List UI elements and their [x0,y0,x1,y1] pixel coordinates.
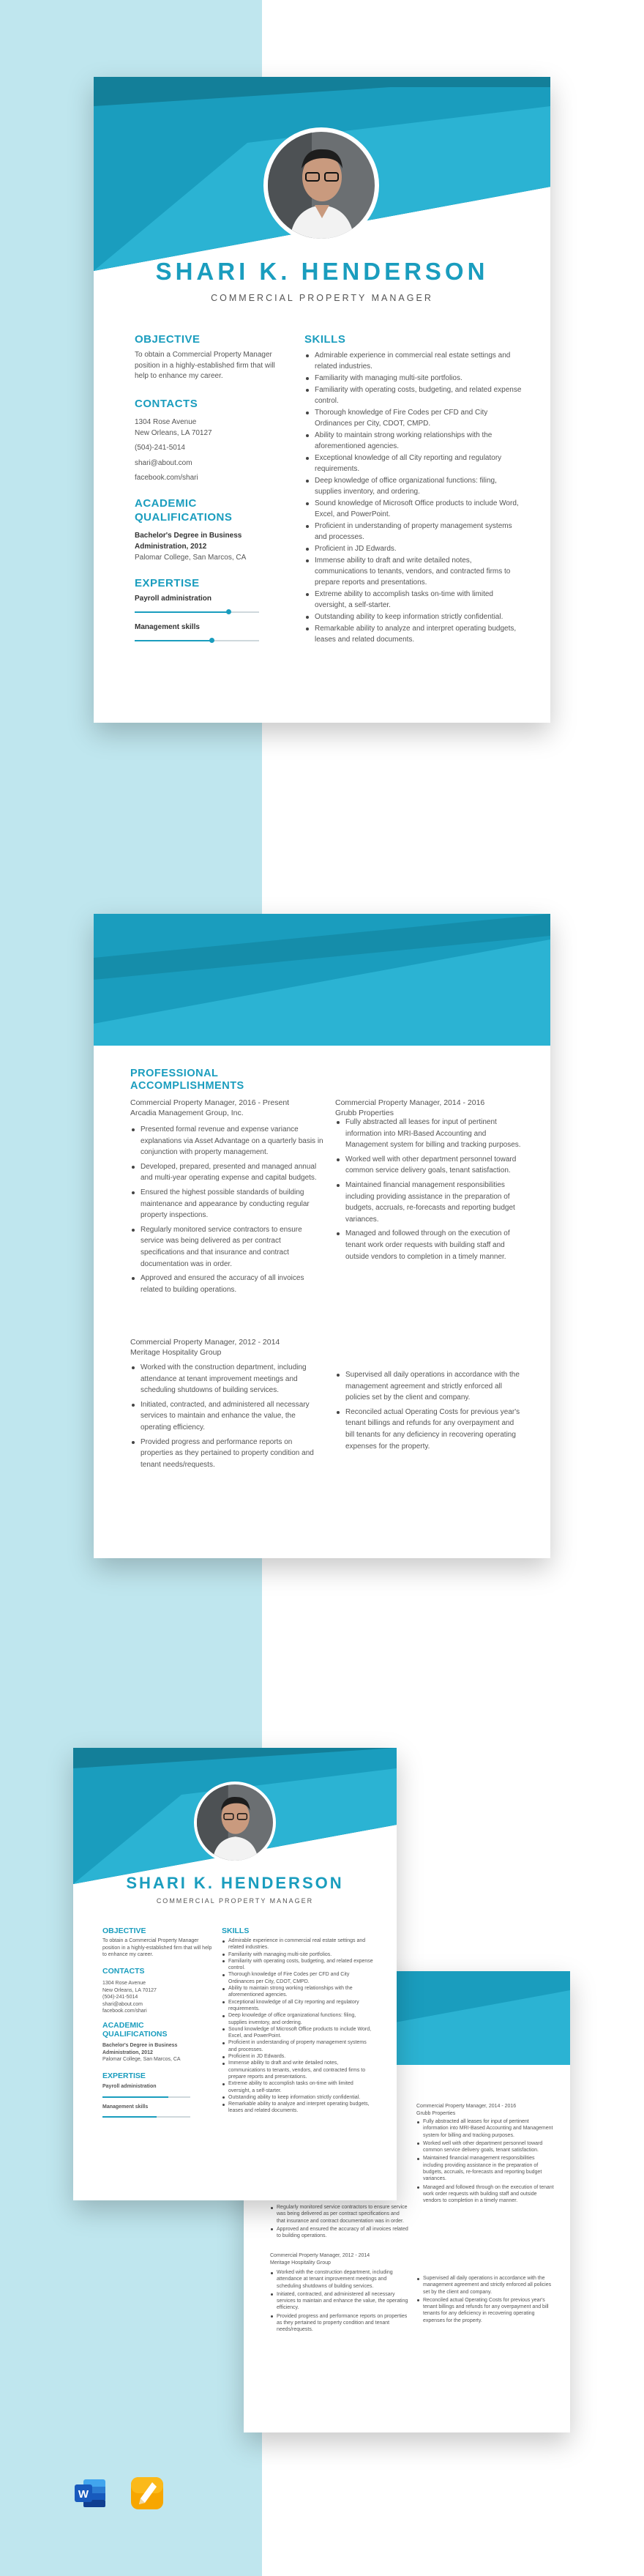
expertise-label-1: Payroll administration [135,595,212,603]
job-bullet: Approved and ensured the accuracy of all invoices related to building operations. [130,1273,324,1295]
job-3-company: Meritage Hospitality Group [130,1348,222,1357]
preview-expertise-bar-1 [102,2096,190,2098]
facebook[interactable]: facebook.com/shari [135,474,198,482]
preview-job-bullet: Supervised all daily operations in accordance with the management agreement and strictly enforced all policies set by the client and company. [416,2275,555,2296]
preview2-job-3-header: Commercial Property Manager, 2012 - 2014 Meritage Hospitality Group [270,2253,370,2266]
preview-skill-item: Proficient in JD Edwards. [222,2053,375,2060]
skill-item: Exceptional knowledge of all City reporting and regulatory requirements. [304,453,524,474]
preview-school: Palomar College, San Marcos, CA [102,2057,181,2062]
expertise-bar-2 [135,640,259,641]
skill-item: Remarkable ability to analyze and interpret operating budgets, leases and related documents. [304,623,524,645]
expertise-heading: EXPERTISE [135,577,200,589]
preview-job-bullet: Fully abstracted all leases for input of pertinent information into MRI-Based Accounting and Management system for billing and tracking purposes. [416,2118,555,2139]
expertise-bar-1 [135,611,259,613]
skill-item: Admirable experience in commercial real estate settings and related industries. [304,350,524,372]
expertise-label-2: Management skills [135,623,200,631]
job-bullet: Provided progress and performance reports on properties as they pertained to property condition and tenant needs/requests. [130,1437,324,1471]
preview-skill-item: Immense ability to draft and write detailed notes, communications to tenants, vendors, and contracted firms to prepare reports and presentations. [222,2060,375,2080]
skill-item: Ability to maintain strong working relationships with the aforementioned agencies. [304,430,524,452]
skill-item: Proficient in JD Edwards. [304,543,524,554]
preview-profile-photo [194,1782,276,1864]
preview-skill-item: Admirable experience in commercial real estate settings and related industries. [222,1937,375,1951]
job-1-header [130,1098,328,1118]
job-bullet: Supervised all daily operations in accordance with the management agreement and strictly enforced all policies set by the client and company. [335,1369,522,1404]
skills-heading: SKILLS [304,333,346,346]
preview-contacts-heading: CONTACTS [102,1967,145,1976]
preview-expertise-1: Payroll administration [102,2084,157,2089]
preview-job-bullet: Maintained financial management responsibilities including providing assistance in the preparation of budgets, accruals, re-forecasts and reporting budget variances. [416,2155,555,2182]
preview2-job-4-bullets [416,2275,555,2326]
expertise-fill-2 [135,640,211,641]
skill-item: Sound knowledge of Microsoft Office products to include Word, Excel, and PowerPoint. [304,498,524,520]
preview-skills-list [222,1937,375,2115]
job-3-title: Commercial Property Manager, 2012 - 2014 [130,1338,280,1347]
preview-degree: Bachelor's Degree in Business Administration, 2012 [102,2043,178,2055]
preview-skill-item: Extreme ability to accomplish tasks on-time with limited oversight, a self-starter. [222,2080,375,2094]
phone: (504)-241-5014 [135,444,185,452]
preview-job-bullet: Initiated, contracted, and administered all necessary services to maintain and enhance the value, the operating efficiency. [270,2291,409,2312]
preview-skill-item: Proficient in understanding of property management systems and processes. [222,2039,375,2053]
job-3-bullets [130,1362,324,1473]
preview-job-bullet: Regularly monitored service contractors to ensure service was being delivered as per contract specifications and that insurance and contract documentation was in order. [270,2204,409,2225]
expertise-fill-1 [135,611,228,613]
preview-skill-item: Familiarity with managing multi-site portfolios. [222,1951,375,1958]
preview-expertise-heading: EXPERTISE [102,2071,146,2080]
preview-job-bullet: Worked with the construction department, including attendance at tenant improvement meetings and scheduling shutdowns of building services. [270,2269,409,2290]
qualifications-heading: ACADEMIC QUALIFICATIONS [135,497,233,524]
skill-item: Proficient in understanding of property management systems and processes. [304,521,524,543]
preview-job-bullet: Provided progress and performance reports on properties as they pertained to property condition and tenant needs/requests. [270,2313,409,2334]
school: Palomar College, San Marcos, CA [135,554,247,562]
job-1-company: Arcadia Management Group, Inc. [130,1109,244,1117]
job-bullet: Managed and followed through on the execution of tenant work order requests with building staff and outside vendors to completion in a timely manner. [335,1228,522,1262]
skill-item: Deep knowledge of office organizational functions: filing, supplies inventory, and ordering. [304,475,524,497]
preview-skills-heading: SKILLS [222,1927,250,1935]
job-bullet: Initiated, contracted, and administered all necessary services to maintain and enhance the value, the operating efficiency. [130,1399,324,1434]
job-3-header [130,1337,328,1358]
preview-objective-text: To obtain a Commercial Property Manager position in a highly-established firm that will help to enhance my career. [102,1938,212,1957]
profile-photo [263,127,379,243]
preview-skill-item: Familiarity with operating costs, budgeting, and related expense control. [222,1958,375,1972]
objective-heading: OBJECTIVE [135,333,201,346]
resume-page-1 [94,77,550,723]
job-2-company: Grubb Properties [335,1109,394,1117]
job-1-bullets [130,1124,324,1298]
preview-job-bullet: Worked well with other department personnel toward common service delivery goals, tenant satisfaction. [416,2140,555,2154]
skills-list [304,350,524,646]
address-line-1: 1304 Rose Avenue [135,418,197,426]
job-bullet: Ensured the highest possible standards of building maintenance and appearance by conducting regular property inspections. [130,1187,324,1221]
preview-job-bullet: Managed and followed through on the execution of tenant work order requests with building staff and outside vendors to completion in a timely manner. [416,2184,555,2205]
skill-item: Extreme ability to accomplish tasks on-time with limited oversight, a self-starter. [304,589,524,611]
job-2-header [335,1098,533,1118]
job-bullet: Worked well with other department personnel toward common service delivery goals, tenant satisfaction. [335,1154,522,1177]
preview-candidate-name: SHARI K. HENDERSON [126,1874,344,1892]
preview-job-bullet: Reconciled actual Operating Costs for previous year's tenant billings and refunds for any overpayment and bill tenants for any deficiency in recovering operating expenses for the property. [416,2297,555,2324]
resume-page-2 [94,914,550,1558]
job-4-bullets [335,1369,522,1455]
preview-skill-item: Thorough knowledge of Fire Codes per CFD and City Ordinances per City, CDOT, CMPD. [222,1971,375,1985]
preview-skill-item: Remarkable ability to analyze and interpret operating budgets, leases and related documents. [222,2101,375,2115]
preview-job-bullet: Approved and ensured the accuracy of all invoices related to building operations. [270,2226,409,2240]
job-1-title: Commercial Property Manager, 2016 - Present [130,1098,290,1107]
preview-objective-heading: OBJECTIVE [102,1927,146,1935]
preview-expertise-bar-2 [102,2116,190,2118]
microsoft-word-icon[interactable] [73,2476,107,2510]
skill-item: Outstanding ability to keep information strictly confidential. [304,611,524,622]
job-2-title: Commercial Property Manager, 2014 - 2016 [335,1098,485,1107]
skill-item: Thorough knowledge of Fire Codes per CFD and City Ordinances per City, CDOT, CMPD. [304,407,524,429]
accomplishments-heading: PROFESSIONAL ACCOMPLISHMENTS [130,1068,244,1092]
preview-skill-item: Sound knowledge of Microsoft Office products to include Word, Excel, and PowerPoint. [222,2026,375,2040]
skill-item: Familiarity with operating costs, budgeting, and related expense control. [304,384,524,406]
job-title: COMMERCIAL PROPERTY MANAGER [211,293,433,303]
job-bullet: Developed, prepared, presented and managed annual and multi-year operating expense and capital budgets. [130,1161,324,1184]
preview-skill-item: Deep knowledge of office organizational functions: filing, supplies inventory, and ordering. [222,2012,375,2026]
preview-qualifications-heading: ACADEMIC QUALIFICATIONS [102,2021,168,2039]
candidate-name: SHARI K. HENDERSON [155,258,489,285]
objective-text: To obtain a Commercial Property Manager position in a highly-established firm that will help to enhance my career. [135,351,275,380]
contacts-heading: CONTACTS [135,398,198,410]
preview2-job-3-bullets [270,2269,409,2335]
preview-skill-item: Outstanding ability to keep information strictly confidential. [222,2094,375,2101]
preview-job-title: COMMERCIAL PROPERTY MANAGER [156,1897,314,1905]
preview-skill-item: Ability to maintain strong working relationships with the aforementioned agencies. [222,1985,375,1999]
job-bullet: Maintained financial management responsibilities including providing assistance in the preparation of budgets, accruals, re-forecasts and reporting budget variances. [335,1180,522,1225]
expertise-dot-1 [226,609,231,614]
preview-skill-item: Exceptional knowledge of all City reporting and regulatory requirements. [222,1999,375,2013]
skill-item: Immense ability to draft and write detailed notes, communications to tenants, vendors, and contracted firms to prepare reports and presentations. [304,555,524,588]
job-bullet: Presented formal revenue and expense variance explanations via Asset Advantage on a quarterly basis in conjunction with property management. [130,1124,324,1158]
email[interactable]: shari@about.com [135,458,192,467]
preview2-job-2-header: Commercial Property Manager, 2014 - 2016 Grubb Properties [416,2104,517,2116]
preview-page-1 [73,1748,397,2200]
preview-contacts: 1304 Rose Avenue New Orleans, LA 70127 (504)-241-5014 shari@about.com facebook.com/shari [102,1981,157,2014]
preview2-job-1-bullets [270,2204,409,2241]
job-bullet: Regularly monitored service contractors to ensure service was being delivered as per contract specifications and that insurance and contract documentation was in order. [130,1224,324,1270]
address-line-2: New Orleans, LA 70127 [135,428,212,437]
job-2-bullets [335,1117,522,1265]
skill-item: Familiarity with managing multi-site portfolios. [304,373,524,384]
job-bullet: Fully abstracted all leases for input of pertinent information into MRI-Based Accounting and Management system for billing and tracking purposes. [335,1117,522,1151]
preview-expertise-2: Management skills [102,2104,149,2110]
job-bullet: Worked with the construction department, including attendance at tenant improvement meetings and scheduling shutdowns of building services. [130,1362,324,1396]
svg-text:W: W [78,2488,89,2501]
job-bullet: Reconciled actual Operating Costs for previous year's tenant billings and refunds for any overpayment and bill tenants for any deficiency in recovering operating expenses for the property. [335,1407,522,1452]
preview2-job-2-bullets [416,2118,555,2206]
degree: Bachelor's Degree in Business Administration, 2012 [135,532,242,551]
apple-pages-icon[interactable] [130,2476,164,2510]
contacts-list [135,417,288,484]
